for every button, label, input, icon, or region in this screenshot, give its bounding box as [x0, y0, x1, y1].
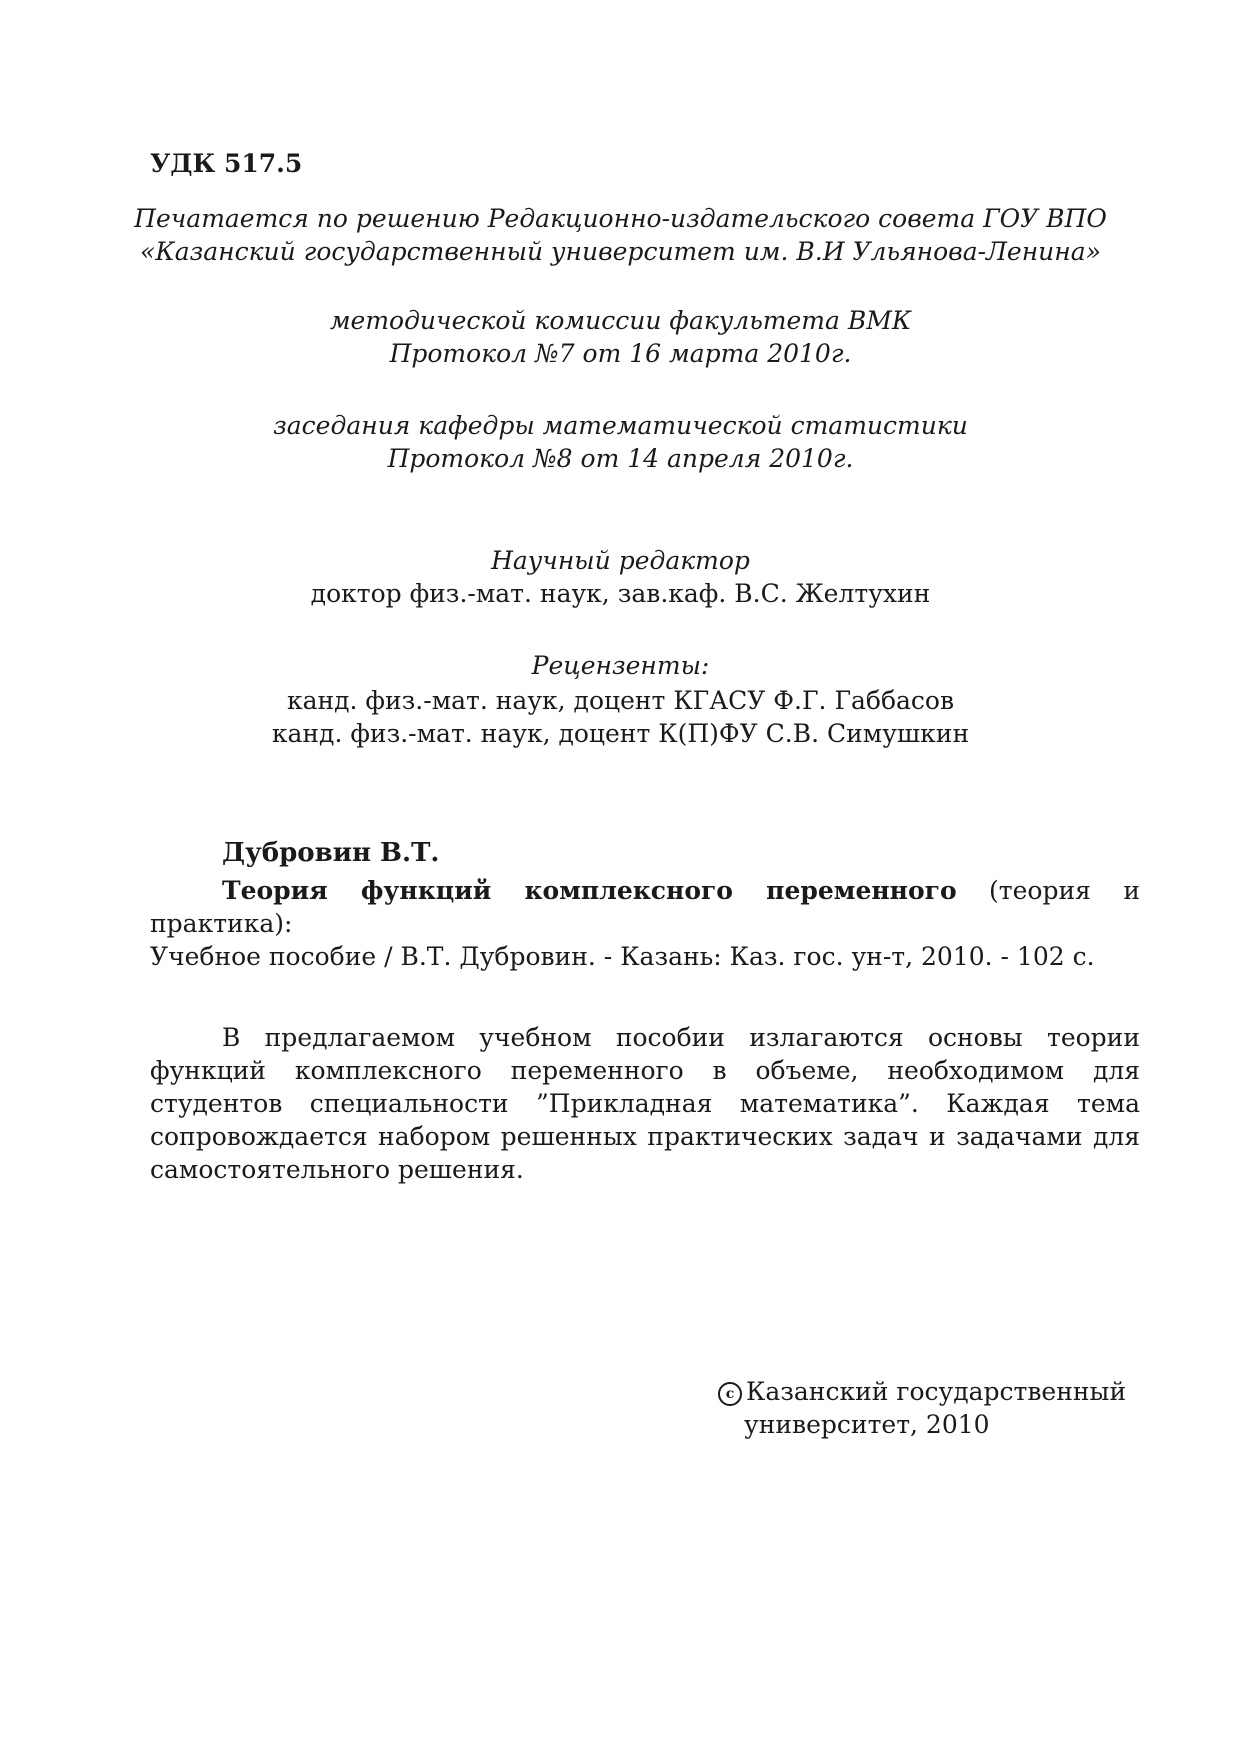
editor-heading: Научный редактор — [491, 546, 750, 575]
commission-line-1: методической комиссии факультета ВМК — [329, 306, 912, 335]
commission-protocol: Протокол №7 от 16 марта 2010г. — [389, 339, 852, 368]
copyright-icon: c — [718, 1382, 742, 1406]
approval-line-1: Печатается по решению Редакционно-издательского совета ГОУ ВПО — [134, 204, 1107, 233]
abstract-block — [150, 1021, 1140, 1186]
approval-line-2: «Казанский государственный университет им. В.И Ульянова-Ленина» — [140, 237, 1101, 266]
editor-name: доктор физ.-мат. наук, зав.каф. В.С. Желтухин — [310, 579, 931, 608]
copyright-line-2: университет, 2010 — [744, 1410, 990, 1439]
bibliographic-record — [150, 874, 1140, 973]
bib-title-line — [150, 874, 1140, 940]
book-subtitle: (теория и практика): — [150, 876, 1140, 938]
copyright-line-1 — [718, 1377, 1126, 1406]
abstract-text: В предлагаемом учебном пособии излагаются основы теории функций комплексного переменного в объеме, необходимом для студентов специальности ”Прикладная математика”. Каждая тема сопровождается набором решенных практических задач и задачами для самостоятельного решения. — [150, 1023, 1140, 1184]
copyright-block — [718, 1375, 1126, 1441]
reviewers-heading: Рецензенты: — [531, 651, 710, 680]
department-protocol: Протокол №8 от 14 апреля 2010г. — [387, 444, 854, 473]
bib-details: Учебное пособие / В.Т. Дубровин. - Казань: Каз. гос. ун-т, 2010. - 102 с. — [150, 942, 1095, 971]
book-title: Теория функций комплексного переменного — [222, 876, 957, 905]
reviewer-2: канд. физ.-мат. наук, доцент К(П)ФУ С.В. Симушкин — [271, 719, 970, 748]
reviewer-1: канд. физ.-мат. наук, доцент КГАСУ Ф.Г. Габбасов — [286, 686, 955, 715]
udk-code: УДК 517.5 — [150, 149, 303, 178]
book-author: Дубровин В.Т. — [222, 838, 440, 868]
copyright-holder: Казанский государственный — [746, 1377, 1127, 1406]
department-line-1: заседания кафедры математической статистики — [273, 411, 968, 440]
